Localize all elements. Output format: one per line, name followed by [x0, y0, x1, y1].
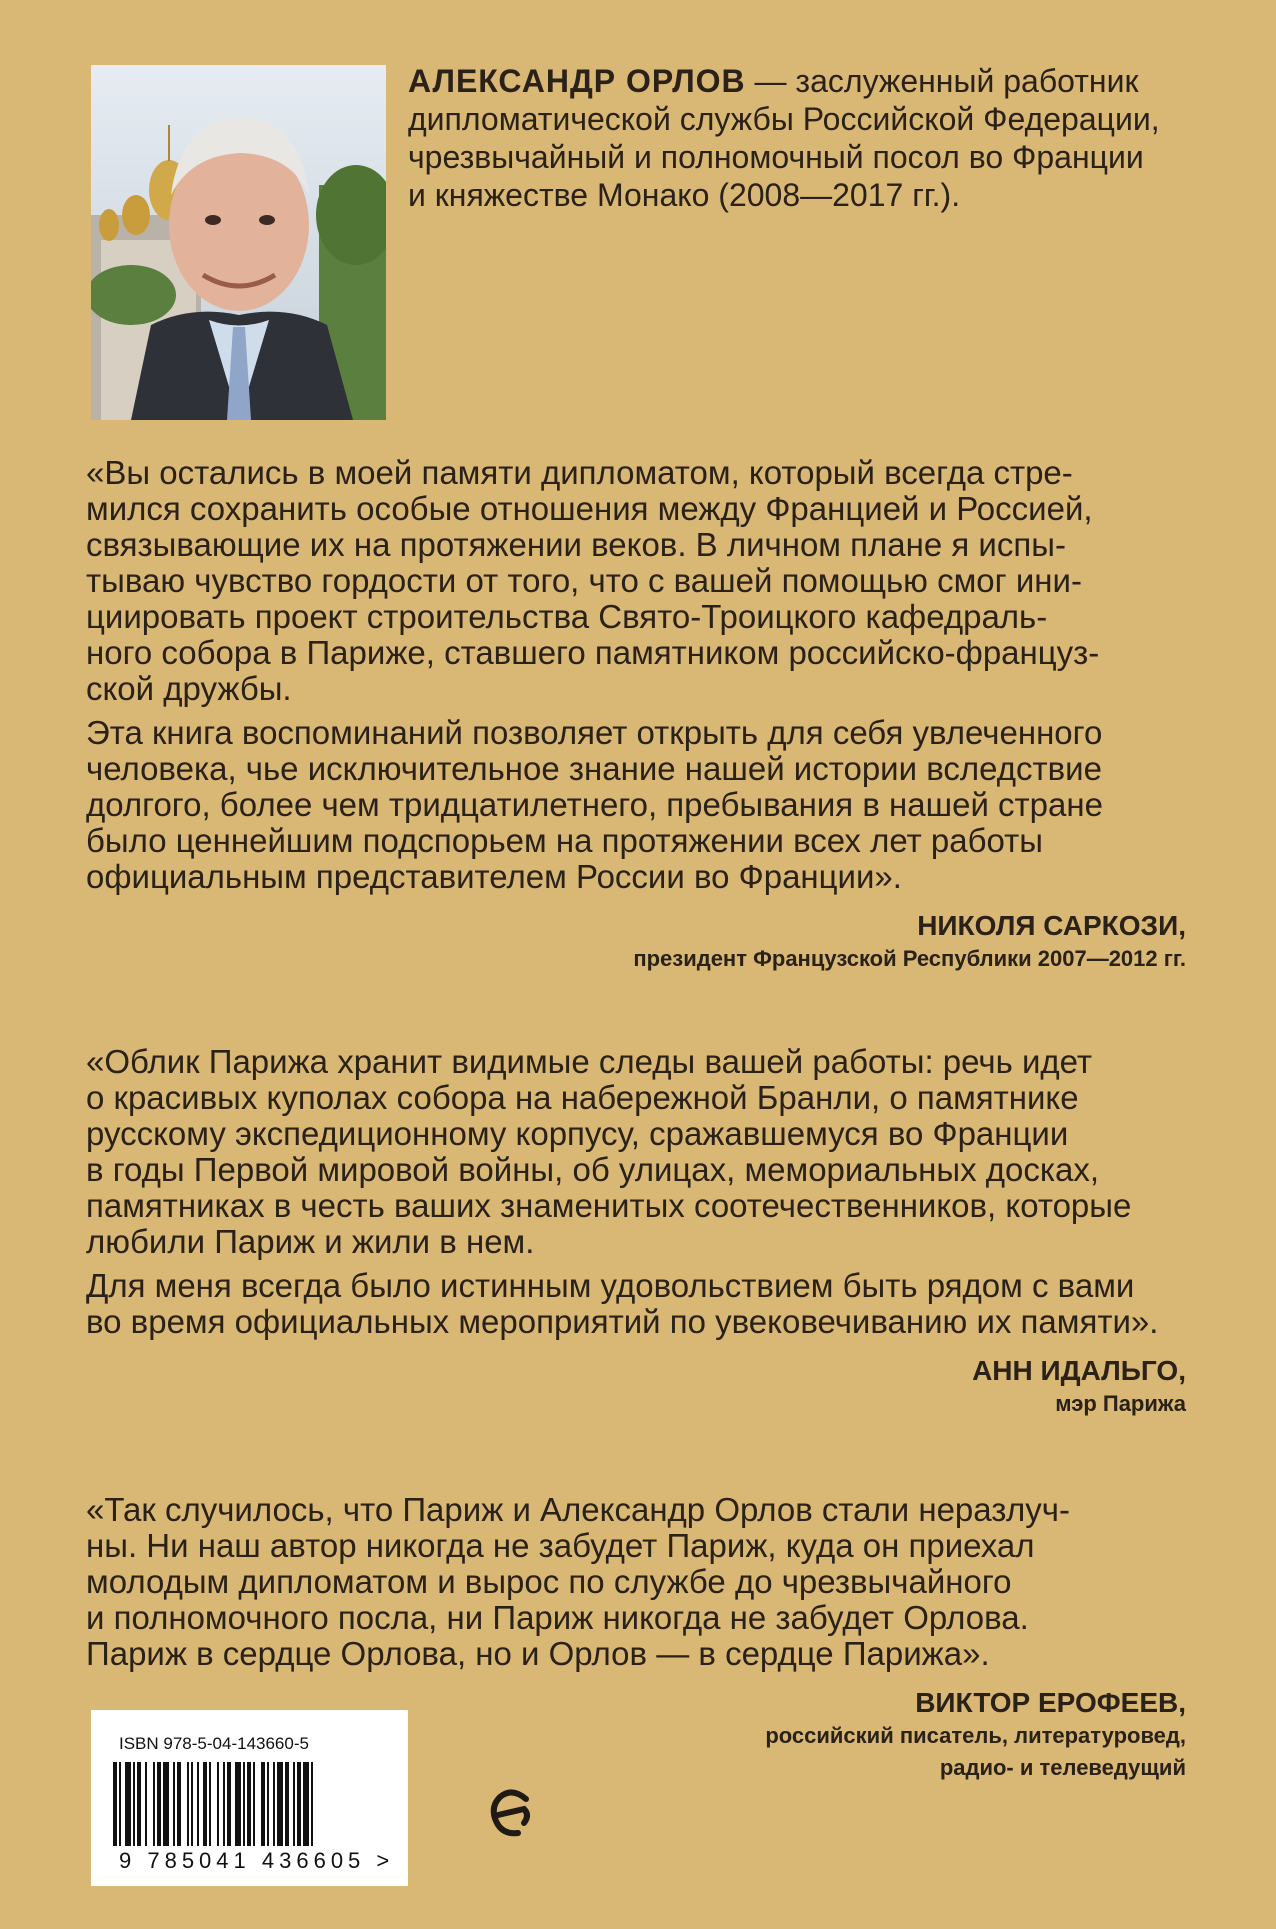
quote-paragraph — [86, 715, 1186, 895]
barcode-bar — [267, 1762, 269, 1846]
barcode-bar — [209, 1762, 211, 1846]
barcode-bars — [113, 1762, 383, 1846]
quote-line: Эта книга воспоминаний позволяет открыть для себя увлеченного — [86, 714, 1103, 751]
barcode-bar — [119, 1762, 121, 1846]
barcode-bar — [285, 1762, 289, 1846]
quote-line: ны. Ни наш автор никогда не забудет Париж, куда он приехал — [86, 1527, 1035, 1564]
quote-attribution — [86, 1354, 1186, 1420]
barcode-bar — [273, 1762, 275, 1846]
quote-paragraph — [86, 1492, 1186, 1672]
barcode-bar — [253, 1762, 255, 1846]
quote-line: официальным представителем России во Франции». — [86, 858, 902, 895]
attribution-role: президент Французской Республики 2007—2012 гг. — [633, 946, 1186, 971]
quote-line: памятниках в честь ваших знаменитых соотечественников, которые — [86, 1187, 1132, 1224]
isbn-barcode — [91, 1710, 408, 1886]
barcode-bar — [191, 1762, 193, 1846]
barcode-bar — [157, 1762, 161, 1846]
author-bio — [408, 62, 1208, 214]
quote-line: ской дружбы. — [86, 670, 292, 707]
quote-line: русскому экспедиционному корпусу, сражавшемуся во Франции — [86, 1115, 1069, 1152]
quote-line: человека, чье исключительное знание нашей истории вследствие — [86, 750, 1102, 787]
quote-paragraph — [86, 1268, 1186, 1340]
attribution-role: российский писатель, литературовед, — [765, 1723, 1186, 1748]
quote-line: мился сохранить особые отношения между Францией и Россией, — [86, 490, 1093, 527]
barcode-bar — [177, 1762, 181, 1846]
attribution-name: АНН ИДАЛЬГО, — [972, 1355, 1186, 1386]
quote-line: в годы Первой мировой войны, об улицах, мемориальных досках, — [86, 1151, 1100, 1188]
barcode-bar — [217, 1762, 219, 1846]
author-bio-line: дипломатической службы Российской Федерации, — [408, 101, 1160, 137]
quote-line: о красивых куполах собора на набережной Бранли, о памятнике — [86, 1079, 1079, 1116]
barcode-bar — [227, 1762, 231, 1846]
attribution-name: ВИКТОР ЕРОФЕЕВ, — [915, 1687, 1186, 1718]
barcode-bar — [243, 1762, 245, 1846]
barcode-bar — [223, 1762, 225, 1846]
barcode-bar — [187, 1762, 189, 1846]
quote-line: было ценнейшим подспорьем на протяжении всех лет работы — [86, 822, 1043, 859]
quote-line: во время официальных мероприятий по увековечиванию их памяти». — [86, 1303, 1159, 1340]
quote-line: любили Париж и жили в нем. — [86, 1223, 535, 1260]
quote-line: Париж в сердце Орлова, но и Орлов — в сердце Парижа». — [86, 1635, 990, 1672]
quote-line: «Вы остались в моей памяти дипломатом, который всегда стре- — [86, 454, 1073, 491]
barcode-bar — [125, 1762, 131, 1846]
barcode-bar — [261, 1762, 265, 1846]
publisher-logo-icon — [488, 1785, 536, 1845]
barcode-bar — [247, 1762, 251, 1846]
barcode-bar — [293, 1762, 295, 1846]
quote-attribution — [86, 909, 1186, 975]
barcode-bar — [133, 1762, 135, 1846]
author-bio-line: и княжестве Монако (2008—2017 гг.). — [408, 177, 961, 213]
quote-paragraph — [86, 455, 1186, 707]
barcode-bar — [303, 1762, 309, 1846]
barcode-bar — [311, 1762, 313, 1846]
isbn-number: ISBN 978-5-04-143660-5 — [119, 1734, 309, 1753]
barcode-bar — [173, 1762, 175, 1846]
barcode-bar — [235, 1762, 241, 1846]
quote-sarkozy — [86, 455, 1186, 975]
quote-line: связывающие их на протяжении веков. В личном плане я испы- — [86, 526, 1066, 563]
quote-line: тываю чувство гордости от того, что с вашей помощью смог ини- — [86, 562, 1082, 599]
attribution-role: мэр Парижа — [1055, 1391, 1186, 1416]
attribution-role: радио- и телеведущий — [939, 1755, 1186, 1780]
quote-line: и полномочного посла, ни Париж никогда не забудет Орлова. — [86, 1599, 1029, 1636]
author-bio-line: чрезвычайный и полномочный посол во Франции — [408, 139, 1144, 175]
barcode-bar — [297, 1762, 301, 1846]
quote-line: «Облик Парижа хранит видимые следы вашей работы: речь идет — [86, 1043, 1093, 1080]
barcode-bar — [203, 1762, 207, 1846]
author-bio-line: — заслуженный работник — [745, 63, 1139, 99]
barcode-bar — [163, 1762, 169, 1846]
barcode-bar — [113, 1762, 117, 1846]
quote-line: долгого, более чем тридцатилетнего, пребывания в нашей стране — [86, 786, 1103, 823]
attribution-name: НИКОЛЯ САРКОЗИ, — [917, 910, 1186, 941]
quote-line: молодым дипломатом и вырос по службе до чрезвычайного — [86, 1563, 1012, 1600]
quote-line: Для меня всегда было истинным удовольствием быть рядом с вами — [86, 1267, 1135, 1304]
barcode-bar — [277, 1762, 283, 1846]
quote-line: ного собора в Париже, ставшего памятником российско-француз- — [86, 634, 1100, 671]
barcode-bar — [197, 1762, 199, 1846]
quote-line: «Так случилось, что Париж и Александр Орлов стали неразлуч- — [86, 1491, 1070, 1528]
quote-hidalgo — [86, 1044, 1186, 1420]
quote-line: циировать проект строительства Свято-Троицкого кафедраль- — [86, 598, 1048, 635]
quote-paragraph — [86, 1044, 1186, 1260]
barcode-bar — [153, 1762, 155, 1846]
author-name: АЛЕКСАНДР ОРЛОВ — [408, 63, 746, 99]
barcode-bar — [145, 1762, 147, 1846]
barcode-bar — [137, 1762, 141, 1846]
barcode-digits: 9 785041 436605 > — [119, 1848, 395, 1873]
author-photo — [91, 65, 386, 420]
